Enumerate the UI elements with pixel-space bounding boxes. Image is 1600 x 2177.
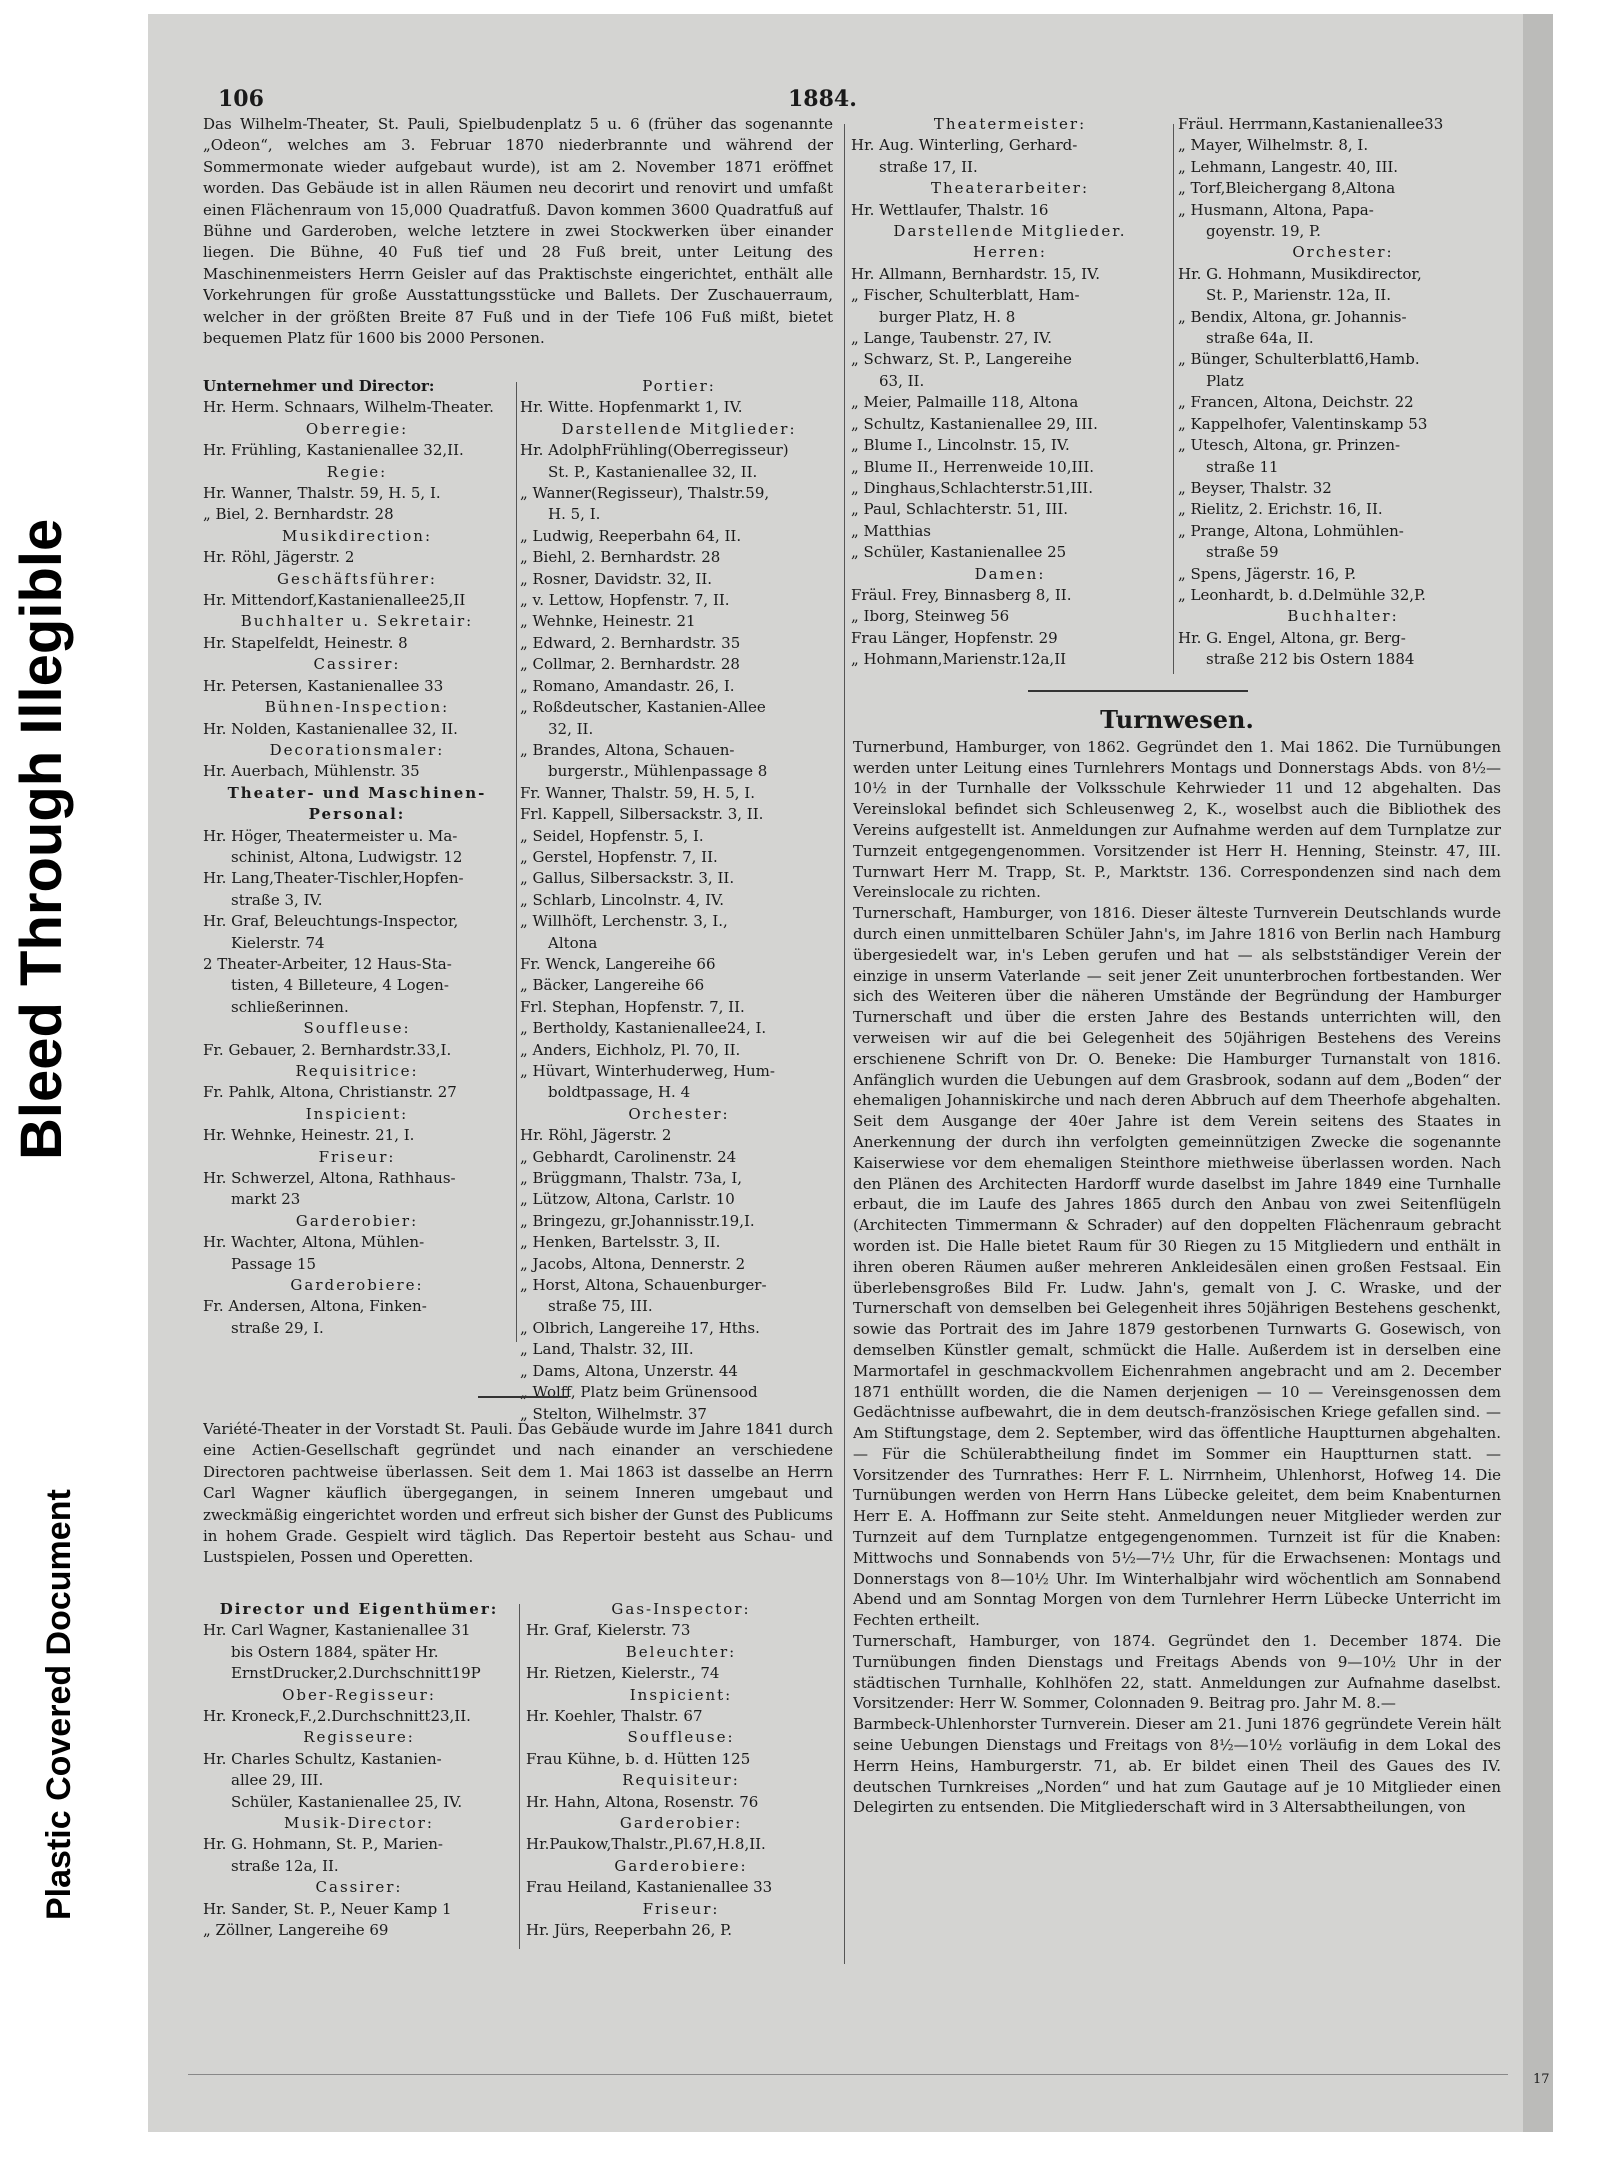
paragraph-turnerbund-1862: Turnerbund, Hamburger, von 1862. Gegründet den 1. Mai 1862. Die Turnübungen werden unter Leitung eines Turnlehrers Montags und Donnerstags Abds. von 8½—10½ in der Turnhalle der Volksschule Kehrwieder 11 und 12 abgehalten. Das Vereinslokal befindet sich Schleusenweg 2, K., woselbst auch die Bibliothek des Vereins aufgestellt ist. Anmeldungen zur Aufnahme werden auf dem Turnplatze zur Turnzeit entgegengenommen. Vorsitzender ist Herr H. Henning, Steinstr. 47, III. Turnwart Herr M. Trapp, St. P., Marktstr. 136. Correspondenzen sind nach dem Vereinslocale zu richten.	[853, 737, 1501, 902]
list-line: Bühnen-Inspection:	[264, 698, 450, 717]
list-line: Orchester:	[1292, 243, 1394, 262]
list-line: Requisitrice:	[295, 1062, 419, 1080]
list-line: Fr. Pahlk, Altona, Christianstr. 27	[203, 1083, 457, 1102]
list-line: straße 17, II.	[879, 157, 978, 176]
list-line: „ Matthias	[851, 521, 931, 540]
list-line: „ Torf,Bleichergang 8,Altona	[1178, 179, 1396, 198]
list-line: Hr. Höger, Theatermeister u. Ma-	[203, 826, 458, 845]
paragraph-turnerschaft-1816: Turnerschaft, Hamburger, von 1816. Dieser älteste Turnverein Deutschlands wurde durch einen unmittelbaren Schüler Jahn's, im Jahre 1816 von Berlin nach Hamburg übergesiedelt war, in's Leben gerufen und hat — als selbstständiger Verein der einzige in unserm Vaterlande — seit jener Zeit ununterbrochen fortbestanden. Wer sich des Weiteren über die näheren Umstände der Begründung der Hamburger Turnerschaft und über die ersten Jahre des Bestands unterrichten will, den verweisen wir auf die bei Gelegenheit des 50jährigen Bestehens des Vereins erschienene Schrift von Dr. O. Beneke: Die Hamburger Turnanstalt von 1816. Anfänglich wurden die Uebungen auf dem Grasbrook, sodann auf dem „Boden“ der ehemaligen Johanniskirche und nach deren Abbruch auf dem Theerhofe abgehalten. Seit dem Ausgange der 40er Jahre ist dem Verein seitens des Staates in Anerkennung der durch ihn verfolgten gemeinnützigen Zwecke die sogenannte Kaiserwiese vor dem ehemaligen Steinthore miethweise überlassen worden. Nach den Plänen des Architecten Hardorff wurde daselbst im Jahre 1849 eine Turnhalle erbaut, die im Laufe des Jahres 1865 durch den Anbau von zwei Seitenflügeln (Architecten Timmermann & Schrader) auf den doppelten Flächenraum gebracht worden ist. Die Halle bietet Raum für 30 Riegen zu 15 Mitgliedern und enthält in ihren oberen Räumen außer mehreren Ankleidesälen einen großen Festsaal. Ein überlebensgroßes Bild Fr. Ludw. Jahn's, gemalt von J. C. Wraske, und der Turnerschaft von demselben bei Gelegenheit ihres 50jährigen Bestehens geschenkt, sowie das Portrait des im Jahre 1879 gestorbenen Turnwarts G. Gosewisch, von demselben Künstler gemalt, schmückt die Halle. Außerdem ist in derselben eine Marmortafel in geschmackvollem Eichenrahmen angebracht und am 2. December 1871 enthüllt worden, die die Namen derjenigen — 10 — Vereinsgenossen dem Gedächtnisse aufbewahrt, die in dem deutsch-französischen Kriege gefallen sind. — Am Stiftungstage, dem 2. September, wird das öffentliche Hauptturnen abgehalten. — Für die Schülerabtheilung findet im Sommer ein Hauptturnen statt. — Vorsitzender des Turnrathes: Herr F. L. Nirrnheim, Uhlenhorst, Hofweg 14. Die Turnübungen werden von Herrn Hans Lübecke geleitet, dem beim Knabenturnen Herr E. A. Hoffmann zur Seite steht. Anmeldungen neuer Mitglieder werden zur Turnzeit auf dem Turnplatze entgegengenommen. Turnzeit ist für die Knaben: Mittwochs und Sonnabends von 5½—7½ Uhr, für die Erwachsenen: Montags und Donnerstags von 8—10½ Uhr. Im Winterhalbjahr wird wöchentlich am Sonnabend Abend und am Sonntag Morgen von dem Turnlehrer Herrn Lübecke Unterricht im Fechten ertheilt.	[853, 904, 1501, 1630]
list-line: Hr. Röhl, Jägerstr. 2	[520, 1126, 672, 1145]
footer-rule	[188, 2074, 1508, 2083]
list-line: Director und Eigenthümer:	[219, 1600, 499, 1618]
list-line: Darstellende Mitglieder.	[893, 222, 1127, 241]
list-line: Hr. Charles Schultz, Kastanien-	[203, 1749, 442, 1768]
variete-theater-paragraph: Variété-Theater in der Vorstadt St. Pauli. Das Gebäude wurde im Jahre 1841 durch eine Actien-Gesellschaft gegründet und nach einander an verschiedene Directoren pachtweise überlassen. Seit dem 1. Mai 1863 ist dasselbe an Herrn Carl Wagner käuflich übergegangen, in seinem Inneren umgebaut und zweckmäßig eingerichtet worden und erfreut sich bisher der Gunst des Publicums in hohem Grade. Gespielt wird täglich. Das Repertoir besteht aus Schau- und Lustspielen, Possen und Operetten.	[203, 1420, 833, 1567]
list-line: Fräul. Frey, Binnasberg 8, II.	[851, 585, 1072, 604]
list-line: Fr. Wenck, Langereihe 66	[520, 954, 716, 973]
list-line: „ Utesch, Altona, gr. Prinzen-	[1178, 436, 1401, 455]
column-a	[203, 376, 511, 1339]
list-line: Decorationsmaler:	[269, 740, 445, 759]
list-line: „ Edward, 2. Bernhardstr. 35	[520, 633, 741, 652]
list-line: Souffleuse:	[627, 1728, 735, 1747]
list-line: Herren:	[973, 243, 1047, 262]
list-line: Hr. Carl Wagner, Kastanienallee 31	[203, 1621, 471, 1640]
list-line: ErnstDrucker,2.Durchschnitt19P	[231, 1664, 481, 1683]
list-line: „ Romano, Amandastr. 26, I.	[520, 676, 735, 695]
list-line: straße 75, III.	[548, 1297, 653, 1316]
page-number: 106	[218, 86, 264, 112]
list-line: allee 29, III.	[231, 1771, 324, 1790]
list-line: Hr.Paukow,Thalstr.,Pl.67,H.8,II.	[526, 1835, 766, 1854]
list-line: Garderobiere:	[614, 1856, 748, 1875]
list-line: „ Prange, Altona, Lohmühlen-	[1178, 521, 1404, 540]
list-line: „ Husmann, Altona, Papa-	[1178, 200, 1374, 219]
list-line: Musikdirection:	[281, 526, 433, 545]
list-line: markt 23	[231, 1190, 301, 1209]
list-line: „ Henken, Bartelsstr. 3, II.	[520, 1233, 721, 1252]
list-line: St. P., Kastanienallee 32, II.	[548, 462, 758, 481]
list-line: burger Platz, H. 8	[879, 307, 1016, 326]
column-divider	[519, 1604, 520, 1949]
list-line: „ Lange, Taubenstr. 27, IV.	[851, 329, 1053, 348]
list-line: „ Mayer, Wilhelmstr. 8, I.	[1178, 136, 1369, 155]
column-f	[526, 1599, 836, 1942]
list-line: Hr. Lang,Theater-Tischler,Hopfen-	[203, 869, 464, 888]
section-heading: Turnwesen.	[1100, 710, 1254, 731]
paragraph-barmbeck: Barmbeck-Uhlenhorster Turnverein. Dieser am 21. Juni 1876 gegründete Verein hält seine Uebungen Dienstags und Freitags von 8½—10½ vorläufig in dem Lokal des Herrn Heins, Hamburgerstr. 71, ab. Er bildet einen Theil des Gaues des IV. deutschen Turnkreises „Norden“ und hat zum Gautage auf je 10 Mitglieder einen Delegirten zu entsenden. Die Mitgliederschaft wird in 3 Altersabtheilungen, von	[853, 1715, 1501, 1817]
list-line: „ Schwarz, St. P., Langereihe	[851, 350, 1072, 369]
column-c	[851, 114, 1169, 671]
list-line: „ Anders, Eichholz, Pl. 70, II.	[520, 1040, 741, 1059]
list-line: Oberregie:	[305, 419, 409, 438]
list-line: Garderobier:	[295, 1211, 419, 1230]
list-line: H. 5, I.	[548, 505, 601, 524]
list-line: „ Kappelhofer, Valentinskamp 53	[1178, 414, 1428, 433]
list-line: Hr. Mittendorf,Kastanienallee25,II	[203, 591, 466, 610]
list-line: Hr. Stapelfeldt, Heinestr. 8	[203, 633, 408, 652]
list-line: Inspicient:	[305, 1104, 409, 1123]
list-line: „ Land, Thalstr. 32, III.	[520, 1340, 694, 1359]
list-line: „ Olbrich, Langereihe 17, Hths.	[520, 1318, 760, 1337]
list-line: „ Gallus, Silbersackstr. 3, II.	[520, 869, 735, 888]
list-line: Hr. Röhl, Jägerstr. 2	[203, 548, 355, 567]
list-line: Buchhalter u. Sekretair:	[240, 612, 474, 631]
list-line: „ Wehnke, Heinestr. 21	[520, 612, 696, 631]
list-line: Portier:	[642, 377, 716, 395]
list-line: Platz	[1206, 371, 1244, 390]
list-line: schließerinnen.	[231, 997, 349, 1016]
list-line: „ Biel, 2. Bernhardstr. 28	[203, 505, 394, 524]
list-line: Fr. Wanner, Thalstr. 59, H. 5, I.	[520, 783, 755, 802]
list-line: „ Wanner(Regisseur), Thalstr.59,	[520, 484, 770, 503]
list-line: „ Beyser, Thalstr. 32	[1178, 478, 1332, 497]
list-line: Personal:	[308, 805, 406, 824]
column-divider	[844, 124, 845, 1964]
list-line: Regisseure:	[303, 1728, 415, 1747]
list-line: „ Lehmann, Langestr. 40, III.	[1178, 157, 1399, 176]
list-line: „ Meier, Palmaille 118, Altona	[851, 393, 1079, 412]
list-line: Hr. Hahn, Altona, Rosenstr. 76	[526, 1792, 759, 1811]
scanned-page	[138, 6, 1578, 2166]
list-line: Altona	[548, 933, 598, 952]
list-line: „ Leonhardt, b. d.Delmühle 32,P.	[1178, 585, 1426, 604]
list-line: Hr. Herm. Schnaars, Wilhelm-Theater.	[203, 398, 494, 417]
list-line: Cassirer:	[315, 1878, 403, 1897]
list-line: goyenstr. 19, P.	[1206, 222, 1321, 241]
list-line: burgerstr., Mühlenpassage 8	[548, 762, 768, 781]
list-line: Fr. Gebauer, 2. Bernhardstr.33,I.	[203, 1040, 452, 1059]
list-line: Geschäftsführer:	[277, 569, 437, 588]
list-line: Frl. Stephan, Hopfenstr. 7, II.	[520, 997, 745, 1016]
list-line: Hr. G. Hohmann, St. P., Marien-	[203, 1835, 443, 1854]
list-line: straße 59	[1206, 543, 1279, 562]
list-line: Hr. Koehler, Thalstr. 67	[526, 1707, 703, 1726]
list-line: Gas-Inspector:	[611, 1600, 751, 1618]
plastic-covered-label: Plastic Covered Document	[40, 1489, 78, 1920]
list-line: Theater- und Maschinen-	[227, 783, 487, 802]
column-d	[1178, 114, 1508, 671]
wilhelm-theater-paragraph: Das Wilhelm-Theater, St. Pauli, Spielbudenplatz 5 u. 6 (früher das sogenannte „Odeon“, welches am 3. Februar 1870 niederbrannte und während der Sommermonate wieder aufgebaut wurde), ist am 2. November 1871 eröffnet worden. Das Gebäude ist in allen Räumen neu decorirt und renovirt und umfaßt einen Flächenraum von 15,000 Quadratfuß. Davon kommen 3600 Quadratfuß auf Bühne und Garderoben, welche letztere in zwei Stockwerken über einander liegen. Die Bühne, 40 Fuß tief und 28 Fuß breit, unter Leitung des Maschinenmeisters Herrn Geisler auf das Praktischste eingerichtet, enthält alle Vorkehrungen für große Ausstattungsstücke und Ballets. Der Zuschauerraum, welcher in der größten Breite 87 Fuß und in der Tiefe 106 Fuß mißt, bietet bequemen Platz für 1600 bis 2000 Personen.	[203, 115, 833, 348]
list-line: „ Lützow, Altona, Carlstr. 10	[520, 1190, 735, 1209]
footer-mark: 17	[1533, 2072, 1550, 2087]
list-line: „ Blume I., Lincolnstr. 15, IV.	[851, 436, 1070, 455]
list-line: Hr. Jürs, Reeperbahn 26, P.	[526, 1921, 732, 1940]
list-line: schinist, Altona, Ludwigstr. 12	[231, 847, 463, 866]
list-line: Fr. Andersen, Altona, Finken-	[203, 1297, 427, 1316]
list-line: tisten, 4 Billeteure, 4 Logen-	[231, 976, 449, 995]
list-line: „ Rosner, Davidstr. 32, II.	[520, 569, 713, 588]
list-line: „ Stelton, Wilhelmstr. 37	[520, 1404, 707, 1423]
list-line: Hr. G. Engel, Altona, gr. Berg-	[1178, 628, 1406, 647]
list-line: Orchester:	[628, 1104, 730, 1123]
list-line: straße 212 bis Ostern 1884	[1206, 650, 1415, 669]
list-line: „ Bünger, Schulterblatt6,Hamb.	[1178, 350, 1420, 369]
list-line: „ Rielitz, 2. Erichstr. 16, II.	[1178, 500, 1383, 519]
list-line: „ Gebhardt, Carolinenstr. 24	[520, 1147, 737, 1166]
list-line: „ Iborg, Steinweg 56	[851, 607, 1010, 626]
column-divider	[516, 382, 517, 1342]
list-line: Hr. Petersen, Kastanienallee 33	[203, 676, 444, 695]
list-line: Frau Länger, Hopfenstr. 29	[851, 628, 1058, 647]
list-line: „ Fischer, Schulterblatt, Ham-	[851, 286, 1080, 305]
list-line: „ Francen, Altona, Deichstr. 22	[1178, 393, 1414, 412]
list-line: Hr. AdolphFrühling(Oberregisseur)	[520, 441, 789, 460]
list-line: Schüler, Kastanienallee 25, IV.	[231, 1792, 463, 1811]
list-line: „ Collmar, 2. Bernhardstr. 28	[520, 655, 740, 674]
list-line: „ Schüler, Kastanienallee 25	[851, 543, 1067, 562]
bleed-through-label: Bleed Through Illegible	[9, 518, 74, 1160]
page-edge	[1523, 14, 1553, 2132]
list-line: Unternehmer und Director:	[203, 377, 435, 395]
turnwesen-section	[853, 704, 1501, 1818]
list-line: „ Wolff, Platz beim Grünensood	[520, 1383, 758, 1402]
section-rule	[478, 1396, 568, 1398]
list-line: „ Gerstel, Hopfenstr. 7, II.	[520, 847, 718, 866]
list-line: Cassirer:	[313, 655, 401, 674]
list-line: Hr. Kroneck,F.,2.Durchschnitt23,II.	[203, 1707, 471, 1726]
column-e	[203, 1599, 515, 1942]
list-line: Kielerstr. 74	[231, 933, 325, 952]
list-line: 32, II.	[548, 719, 594, 738]
list-line: „ Biehl, 2. Bernhardstr. 28	[520, 548, 721, 567]
list-line: Hr. Witte. Hopfenmarkt 1, IV.	[520, 398, 743, 417]
list-line: Theatermeister:	[933, 115, 1087, 133]
list-line: Hr. Graf, Kielerstr. 73	[526, 1621, 691, 1640]
list-line: „ Blume II., Herrenweide 10,III.	[851, 457, 1095, 476]
list-line: Fräul. Herrmann,Kastanienallee33	[1178, 115, 1444, 133]
list-line: „ Dinghaus,Schlachterstr.51,III.	[851, 478, 1093, 497]
list-line: Friseur:	[318, 1147, 396, 1166]
list-line: Hr. Auerbach, Mühlenstr. 35	[203, 762, 420, 781]
list-line: Hr. Allmann, Bernhardstr. 15, IV.	[851, 264, 1101, 283]
list-line: straße 64a, II.	[1206, 329, 1314, 348]
list-line: 2 Theater-Arbeiter, 12 Haus-Sta-	[203, 954, 452, 973]
list-line: „ Bringezu, gr.Johannisstr.19,I.	[520, 1211, 755, 1230]
list-line: „ Bertholdy, Kastanienallee24, I.	[520, 1019, 767, 1038]
list-line: „ Hüvart, Winterhuderweg, Hum-	[520, 1062, 775, 1080]
list-line: „ Horst, Altona, Schauenburger-	[520, 1276, 767, 1295]
list-line: „ Spens, Jägerstr. 16, P.	[1178, 564, 1357, 583]
list-line: „ Brüggmann, Thalstr. 73a, I,	[520, 1169, 743, 1188]
list-line: „ Seidel, Hopfenstr. 5, I.	[520, 826, 704, 845]
list-line: bis Ostern 1884, später Hr.	[231, 1642, 439, 1661]
list-line: Frl. Kappell, Silbersackstr. 3, II.	[520, 805, 764, 824]
list-line: Hr. Wanner, Thalstr. 59, H. 5, I.	[203, 484, 441, 503]
list-line: Garderobier:	[619, 1814, 743, 1833]
list-line: „ Dams, Altona, Unzerstr. 44	[520, 1361, 738, 1380]
list-line: Hr. Sander, St. P., Neuer Kamp 1	[203, 1899, 452, 1918]
page-year: 1884.	[788, 86, 857, 112]
paper	[148, 14, 1553, 2132]
list-line: 63, II.	[879, 371, 925, 390]
list-line: „ Zöllner, Langereihe 69	[203, 1921, 389, 1940]
list-line: „ Jacobs, Altona, Dennerstr. 2	[520, 1254, 746, 1273]
list-line: Musik-Director:	[284, 1814, 434, 1833]
list-line: Frau Heiland, Kastanienallee 33	[526, 1878, 773, 1897]
list-line: „ Paul, Schlachterstr. 51, III.	[851, 500, 1069, 519]
list-line: „ Bäcker, Langereihe 66	[520, 976, 705, 995]
list-line: Ober-Regisseur:	[282, 1685, 436, 1704]
list-line: Passage 15	[231, 1254, 317, 1273]
list-line: Beleuchter:	[625, 1642, 737, 1661]
list-line: straße 29, I.	[231, 1318, 324, 1337]
section-rule	[1028, 690, 1248, 692]
list-line: Hr. Wehnke, Heinestr. 21, I.	[203, 1126, 415, 1145]
list-line: Buchhalter:	[1287, 607, 1399, 626]
list-line: „ Willhöft, Lerchenstr. 3, I.,	[520, 912, 728, 931]
list-line: „ Roßdeutscher, Kastanien-Allee	[520, 698, 766, 717]
list-line: „ Schlarb, Lincolnstr. 4, IV.	[520, 890, 725, 909]
list-line: Darstellende Mitglieder:	[561, 419, 797, 438]
list-line: Theaterarbeiter:	[930, 179, 1090, 198]
column-b	[520, 376, 838, 1425]
list-line: Damen:	[974, 564, 1046, 583]
list-line: Garderobiere:	[290, 1276, 424, 1295]
list-line: Hr. Graf, Beleuchtungs-Inspector,	[203, 912, 459, 931]
list-line: Hr. Wettlaufer, Thalstr. 16	[851, 200, 1049, 219]
sidebar	[0, 0, 135, 2177]
list-line: St. P., Marienstr. 12a, II.	[1206, 286, 1391, 305]
list-line: Hr. Wachter, Altona, Mühlen-	[203, 1233, 425, 1252]
list-line: Inspicient:	[629, 1685, 733, 1704]
list-line: „ Hohmann,Marienstr.12a,II	[851, 650, 1067, 669]
list-line: Regie:	[326, 462, 388, 481]
list-line: straße 3, IV.	[231, 890, 323, 909]
list-line: Requisiteur:	[622, 1771, 740, 1790]
list-line: Frau Kühne, b. d. Hütten 125	[526, 1749, 751, 1768]
list-line: boldtpassage, H. 4	[548, 1083, 691, 1102]
column-divider	[1173, 124, 1174, 674]
list-line: Hr. Nolden, Kastanienallee 32, II.	[203, 719, 458, 738]
list-line: „ Bendix, Altona, gr. Johannis-	[1178, 307, 1407, 326]
list-line: „ Brandes, Altona, Schauen-	[520, 740, 735, 759]
list-line: Friseur:	[642, 1899, 720, 1918]
list-line: Souffleuse:	[303, 1019, 411, 1038]
list-line: Hr. Rietzen, Kielerstr., 74	[526, 1664, 720, 1683]
list-line: straße 11	[1206, 457, 1279, 476]
paragraph-turnerschaft-1874: Turnerschaft, Hamburger, von 1874. Gegründet den 1. December 1874. Die Turnübungen finden Dienstags und Freitags Abends von 9—10½ Uhr in der städtischen Turnhalle, Kohlhöfen 22, statt. Anmeldungen zur Aufnahme daselbst. Vorsitzender: Herr W. Sommer, Colonnaden 9. Beitrag pro. Jahr M. 8.—	[853, 1632, 1501, 1713]
list-line: Hr. Aug. Winterling, Gerhard-	[851, 136, 1078, 155]
list-line: Hr. Schwerzel, Altona, Rathhaus-	[203, 1169, 456, 1188]
list-line: Hr. G. Hohmann, Musikdirector,	[1178, 264, 1422, 283]
list-line: Hr. Frühling, Kastanienallee 32,II.	[203, 441, 464, 460]
list-line: „ Ludwig, Reeperbahn 64, II.	[520, 526, 742, 545]
list-line: „ v. Lettow, Hopfenstr. 7, II.	[520, 591, 730, 610]
list-line: „ Schultz, Kastanienallee 29, III.	[851, 414, 1098, 433]
list-line: straße 12a, II.	[231, 1856, 339, 1875]
